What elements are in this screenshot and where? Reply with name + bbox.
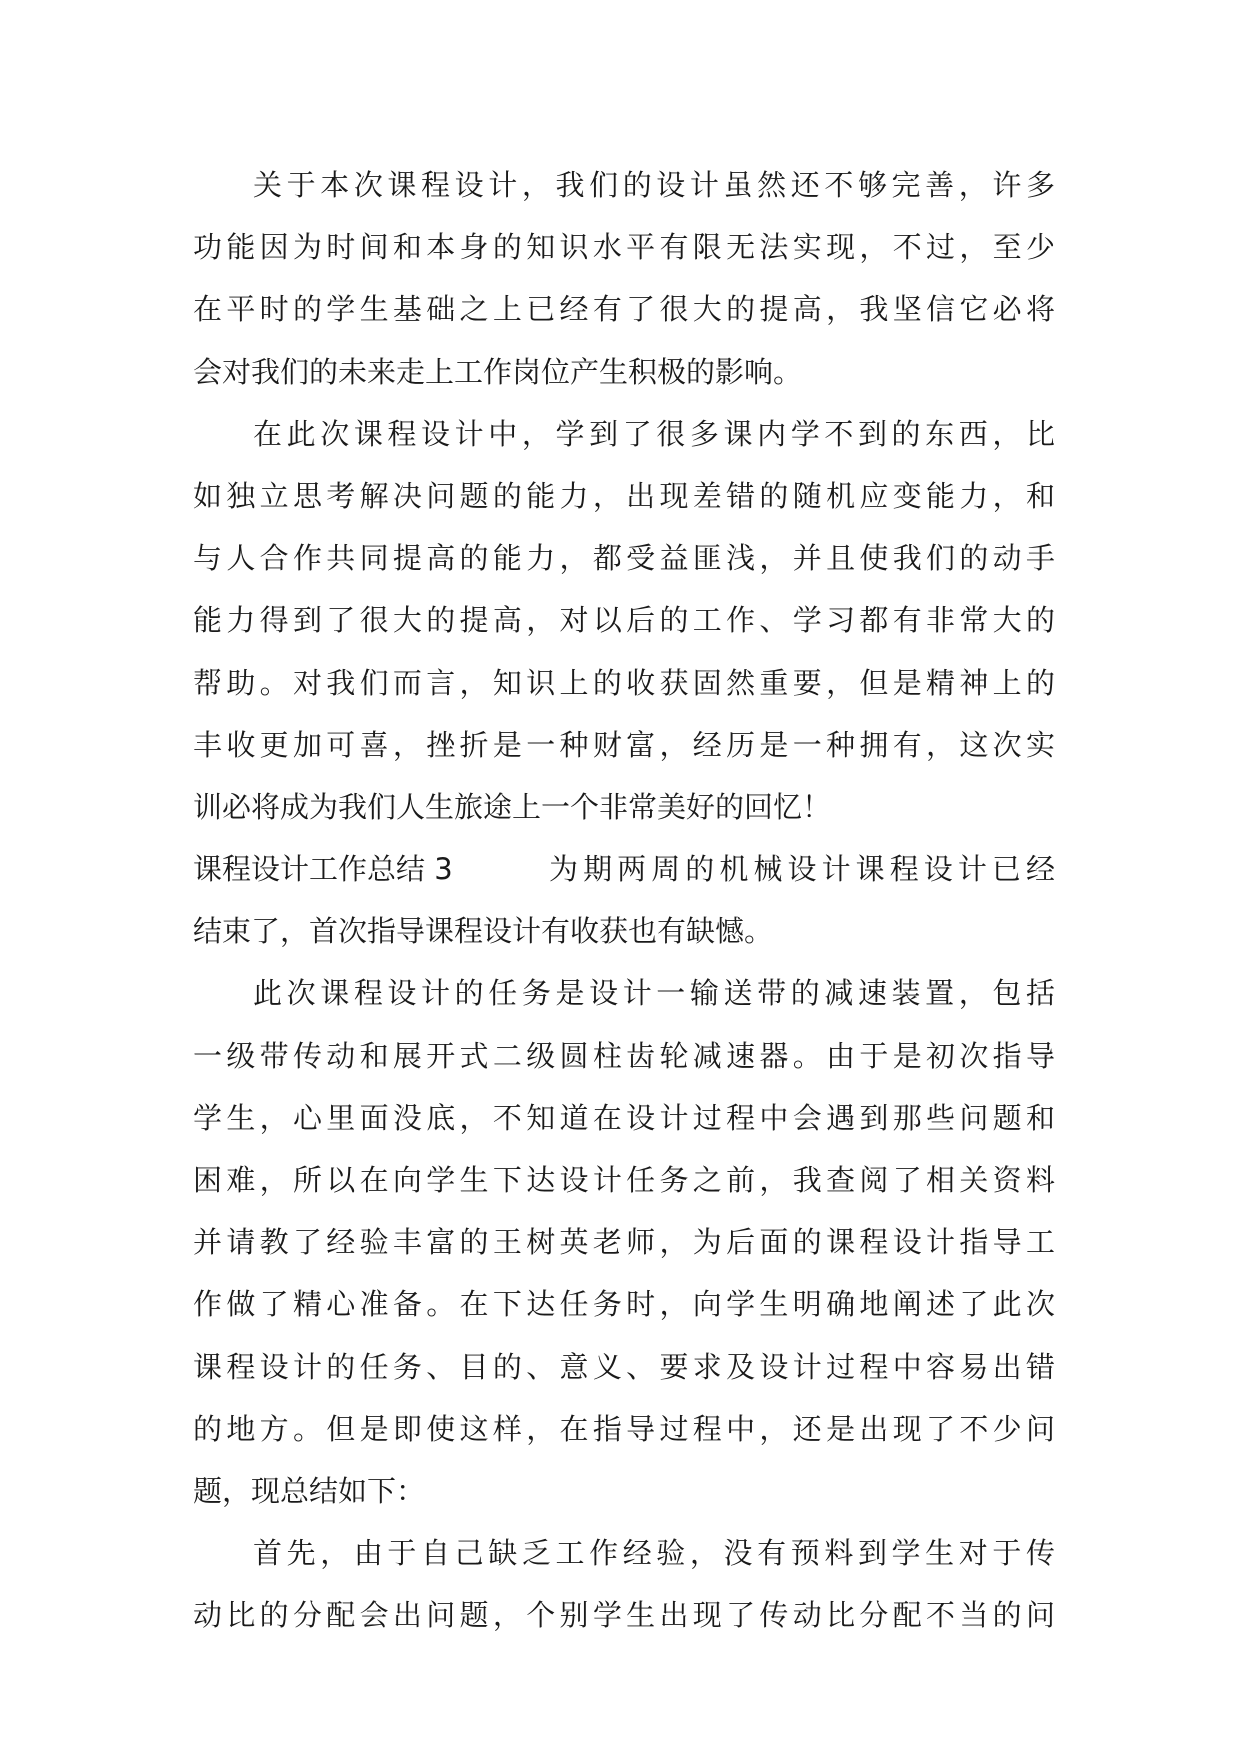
text-line: 关于本次课程设计，我们的设计虽然还不够完善，许多 xyxy=(253,168,1055,202)
text-line: 困难，所以在向学生下达设计任务之前，我查阅了相关资料 xyxy=(193,1163,1055,1197)
text-line: 与人合作共同提高的能力，都受益匪浅，并且使我们的动手 xyxy=(193,541,1055,576)
text-line: 并请教了经验丰富的王树英老师，为后面的课程设计指导工 xyxy=(193,1225,1055,1260)
text-line: 一级带传动和展开式二级圆柱齿轮减速器。由于是初次指导 xyxy=(193,1038,1055,1073)
section-heading: 课程设计工作总结 3 xyxy=(193,852,453,887)
text-line: 会对我们的未来走上工作岗位产生积极的影响。 xyxy=(193,354,803,389)
text-line: 为期两周的机械设计课程设计已经 xyxy=(549,852,1055,887)
document-body xyxy=(193,154,1055,1647)
text-line: 动比的分配会出问题，个别学生出现了传动比分配不当的问 xyxy=(193,1598,1055,1633)
text-line: 结束了，首次指导课程设计有收获也有缺憾。 xyxy=(193,914,774,949)
text-line: 课程设计的任务、目的、意义、要求及设计过程中容易出错 xyxy=(193,1349,1055,1384)
section-heading-line xyxy=(193,838,1055,900)
text-line: 功能因为时间和本身的知识水平有限无法实现，不过，至少 xyxy=(193,230,1055,265)
text-line: 此次课程设计的任务是设计一输送带的减速装置，包括 xyxy=(253,976,1055,1011)
text-line: 丰收更加可喜，挫折是一种财富，经历是一种拥有，这次实 xyxy=(193,727,1055,762)
text-line: 在平时的学生基础之上已经有了很大的提高，我坚信它必将 xyxy=(193,292,1055,327)
text-line: 首先，由于自己缺乏工作经验，没有预料到学生对于传 xyxy=(253,1536,1055,1571)
text-line: 的地方。但是即使这样，在指导过程中，还是出现了不少问 xyxy=(193,1411,1055,1446)
text-line: 帮助。对我们而言，知识上的收获固然重要，但是精神上的 xyxy=(193,665,1055,700)
text-line: 在此次课程设计中，学到了很多课内学不到的东西，比 xyxy=(253,416,1055,451)
text-line: 训必将成为我们人生旅途上一个非常美好的回忆！ xyxy=(193,789,832,824)
text-line: 如独立思考解决问题的能力，出现差错的随机应变能力，和 xyxy=(193,478,1055,513)
text-line: 学生，心里面没底，不知道在设计过程中会遇到那些问题和 xyxy=(193,1100,1055,1135)
text-line: 题，现总结如下： xyxy=(193,1473,426,1508)
text-line: 作做了精心准备。在下达任务时，向学生明确地阐述了此次 xyxy=(193,1287,1055,1322)
text-line: 能力得到了很大的提高，对以后的工作、学习都有非常大的 xyxy=(193,603,1055,638)
